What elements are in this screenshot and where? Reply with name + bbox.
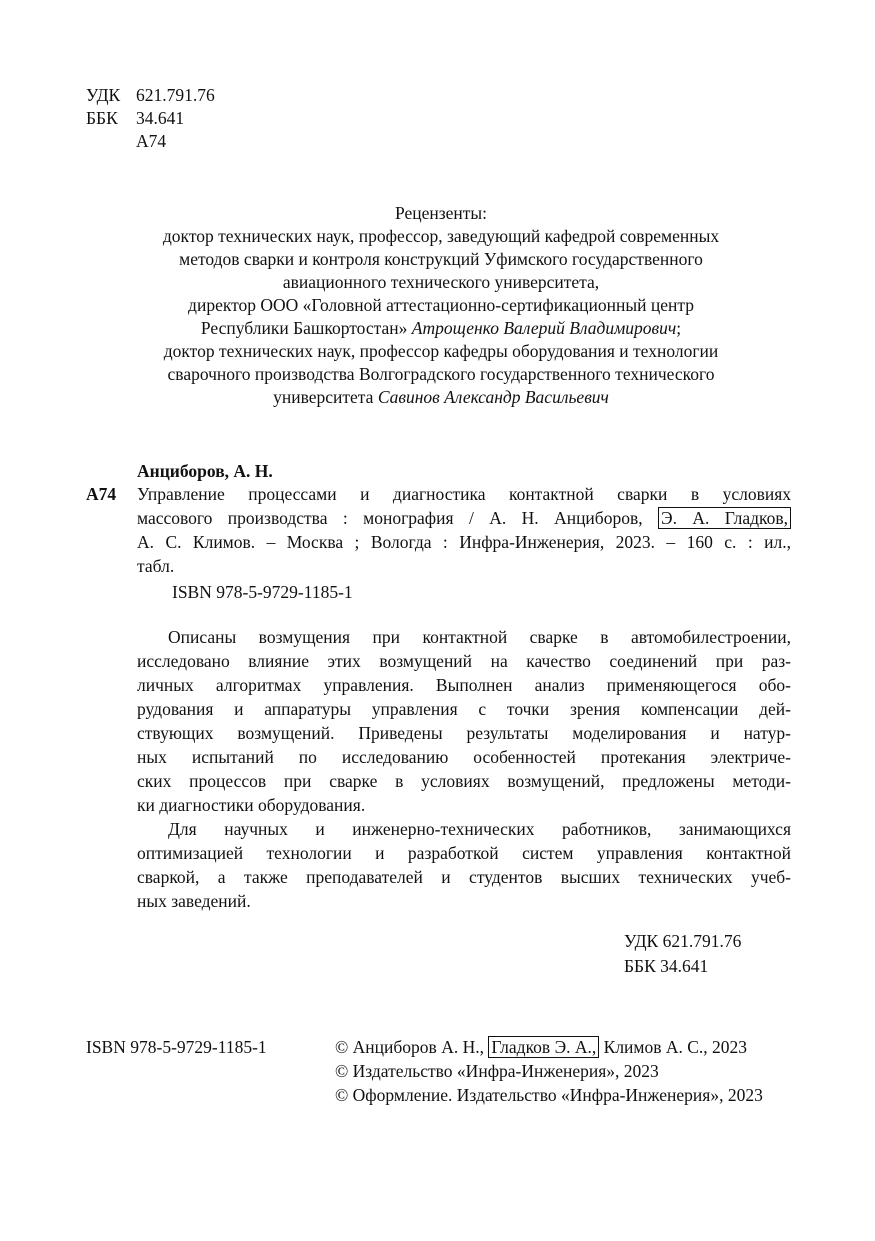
bibliographic-record [86, 460, 791, 605]
reviewers-heading: Рецензенты: [394, 203, 488, 223]
reviewer-line: сварочного производства Волгоградского государственного технического [167, 364, 715, 384]
abstract-line: ки диагностики оборудования. [137, 795, 366, 815]
bbk-label: ББК [86, 108, 118, 128]
abstract-line: ствующих возмущений. Приведены результаты моделирования и натур- [137, 723, 791, 743]
reviewer-name: Атрощенко Валерий Владимирович [411, 318, 677, 338]
reviewers-block [86, 202, 796, 409]
bbk-value: 34.641 [136, 108, 185, 128]
author-code-top: А74 [136, 131, 167, 151]
abstract-line: ных испытаний по исследованию особенностей протекания электриче- [137, 747, 791, 767]
record-line: А. С. Климов. – Москва ; Вологда : Инфра-Инженерия, 2023. – 160 с. : ил., [137, 532, 791, 552]
abstract-line: сваркой, а также преподавателей и студентов высших технических учеб- [137, 867, 791, 887]
abstract-line: Описаны возмущения при контактной сварке в автомобилестроении, [168, 627, 791, 647]
udk-row [86, 84, 215, 107]
abstract-line: исследовано влияние этих возмущений на качество соединений при раз- [137, 651, 791, 671]
reviewer-text: университета [273, 387, 378, 407]
record-line: табл. [137, 556, 175, 576]
record-description [86, 483, 791, 579]
abstract-line: оптимизацией технологии и разработкой систем управления контактной [137, 843, 791, 863]
copyright-text: © Анциборов А. Н., [335, 1037, 489, 1057]
reviewer-text: Республики Башкортостан» [200, 318, 412, 338]
record-isbn: ISBN 978-5-9729-1185-1 [172, 582, 353, 602]
reviewer-line: доктор технических наук, профессор, заведующий кафедрой современных [162, 226, 720, 246]
abstract-line: ских процессов при сварке в условиях возмущений, предложены методи- [137, 771, 791, 791]
footer-isbn: ISBN 978-5-9729-1185-1 [86, 1037, 267, 1057]
reviewer-punct: ; [676, 318, 682, 338]
abstract-line: личных алгоритмах управления. Выполнен анализ применяющегося обо- [137, 675, 791, 695]
abstract [137, 626, 791, 914]
record-author: Анциборов, А. Н. [137, 461, 273, 481]
classification-codes-bottom [624, 930, 741, 980]
reviewer-line [86, 386, 796, 409]
reviewer-line: доктор технических наук, профессор кафедры оборудования и технологии [163, 341, 719, 361]
reviewer-line: директор ООО «Головной аттестационно-сертификационный центр [188, 295, 694, 315]
copyright-line: © Оформление. Издательство «Инфра-Инженерия», 2023 [335, 1085, 763, 1105]
udk-value: 621.791.76 [136, 85, 215, 105]
bbk-bottom: ББК 34.641 [624, 956, 709, 976]
abstract-line: рудования и аппаратуры управления с точки зрения компенсации дей- [137, 699, 791, 719]
bbk-row [86, 107, 215, 130]
record-line: Управление процессами и диагностика контактной сварки в условиях [137, 484, 791, 504]
record-line [137, 507, 791, 531]
boxed-name: Гладков Э. А., [488, 1036, 599, 1058]
udk-bottom: УДК 621.791.76 [624, 931, 742, 951]
copyright-block [335, 1036, 763, 1108]
copyright-line: © Издательство «Инфра-Инженерия», 2023 [335, 1061, 659, 1081]
copyright-text: Климов А. С., 2023 [599, 1037, 748, 1057]
reviewer-line [86, 317, 796, 340]
classification-codes-top [86, 84, 215, 153]
abstract-line: Для научных и инженерно-технических работников, занимающихся [168, 819, 791, 839]
reviewer-line: авиационного технического университета, [282, 272, 600, 292]
reviewer-line: методов сварки и контроля конструкций Уфимского государственного [179, 249, 703, 269]
reviewer-name: Савинов Александр Васильевич [377, 387, 609, 407]
record-author-code: А74 [86, 484, 117, 504]
udk-label: УДК [86, 85, 121, 105]
record-text: массового производства : монография / А. Н. Анциборов, [137, 508, 643, 528]
abstract-line: ных заведений. [137, 891, 251, 911]
copyright-line [335, 1036, 763, 1060]
boxed-name: Э. А. Гладков, [658, 507, 791, 529]
